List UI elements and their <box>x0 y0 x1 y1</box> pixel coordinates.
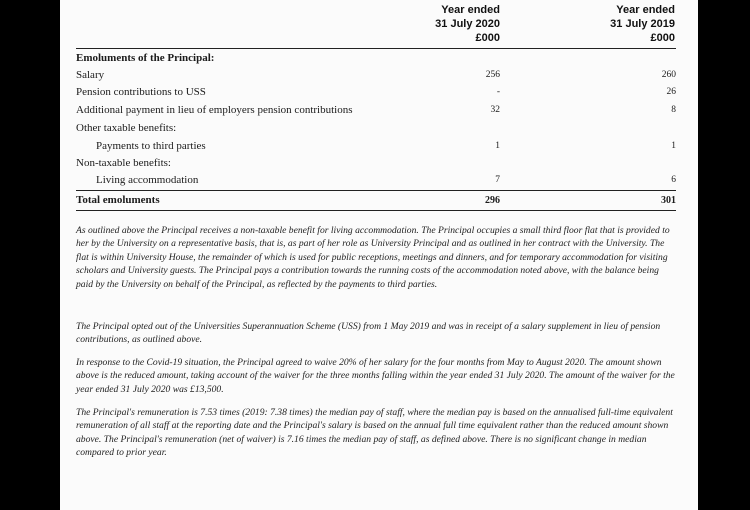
left-border <box>0 0 60 510</box>
right-border <box>698 0 750 510</box>
total-bottom-rule <box>76 210 676 211</box>
table-row <box>76 138 676 155</box>
row-value-2020: 1 <box>495 141 500 151</box>
column-header-2020-line1: Year ended <box>441 4 500 16</box>
document-page <box>60 0 698 510</box>
column-header-2020-line2: 31 July 2020 <box>435 18 500 30</box>
row-value-2019: 1 <box>671 141 676 151</box>
table-heading-row <box>76 50 676 67</box>
row-label: Additional payment in lieu of employers pension contributions <box>76 104 353 116</box>
row-label: Other taxable benefits: <box>76 122 177 134</box>
total-row <box>76 192 676 209</box>
note-paragraph-covid-waiver: In response to the Covid-19 situation, the Principal agreed to waive 20% of her salary for the four months from May to August 2020. The amount shown above is the reduced amount, taking account of the waiver for the three months falling within the year ended 31 July 2020. The amount of the waiver for the year ended 31 July 2020 was £13,500. <box>76 357 675 395</box>
row-value-2020: 32 <box>490 105 500 115</box>
row-value-2020: 7 <box>495 175 500 185</box>
column-header-2020 <box>420 3 500 45</box>
row-value-2019: 26 <box>666 87 676 97</box>
table-row <box>76 67 676 84</box>
note-paragraph-accommodation: As outlined above the Principal receives a non-taxable benefit for living accommodation. The Principal occupies a small third floor flat that is provided to her by the University on a representative basis, that is, as part of her role as University Principal and as outlined in her contract with the University. The flat is within University House, the remainder of which is used for public receptions, meetings and dinners, and for temporary accommodation for visiting scholars and University guests. The Principal pays a contribution towards the running costs of the accommodation noted above, with the balance being paid by the University on behalf of the Principal, as reflected by the payments to third parties. <box>76 225 670 290</box>
note-paragraph-pay-ratio: The Principal's remuneration is 7.53 times (2019: 7.38 times) the median pay of staff, where the median pay is based on the annualised full-time equivalent remuneration of all staff at the reporting date and the Principal's salary is based on the annual full time equivalent rather than the reduced amount shown above. The Principal's remuneration (net of waiver) is 7.16 times the median pay of staff, as defined above. There is no significant change in median compared to prior year. <box>76 407 673 459</box>
row-label: Payments to third parties <box>96 140 206 152</box>
total-value-2020: 296 <box>485 195 500 206</box>
table-row <box>76 172 676 189</box>
row-label: Salary <box>76 69 105 81</box>
total-label: Total emoluments <box>76 194 160 206</box>
row-value-2019: 260 <box>661 70 676 80</box>
table-heading: Emoluments of the Principal: <box>76 52 215 64</box>
row-label: Living accommodation <box>96 174 199 186</box>
table-row <box>76 155 676 172</box>
column-header-2019-line1: Year ended <box>616 4 675 16</box>
column-header-2019-line2: 31 July 2019 <box>610 18 675 30</box>
column-header-2019 <box>605 3 675 45</box>
column-header-2020-unit: £000 <box>475 32 500 44</box>
table-row <box>76 120 676 137</box>
total-top-rule <box>76 190 676 191</box>
table-row <box>76 84 676 101</box>
row-label: Non-taxable benefits: <box>76 157 171 169</box>
row-value-2020: - <box>496 87 500 97</box>
note-paragraph-pension: The Principal opted out of the Universities Superannuation Scheme (USS) from 1 May 2019 and was in receipt of a salary supplement in lieu of pension contributions, as outlined above. <box>76 321 661 346</box>
table-row <box>76 102 676 119</box>
row-label: Pension contributions to USS <box>76 86 206 98</box>
header-rule <box>76 48 676 49</box>
total-value-2019: 301 <box>661 195 676 206</box>
row-value-2019: 8 <box>671 105 676 115</box>
column-header-2019-unit: £000 <box>650 32 675 44</box>
row-value-2020: 256 <box>485 70 500 80</box>
row-value-2019: 6 <box>671 175 676 185</box>
